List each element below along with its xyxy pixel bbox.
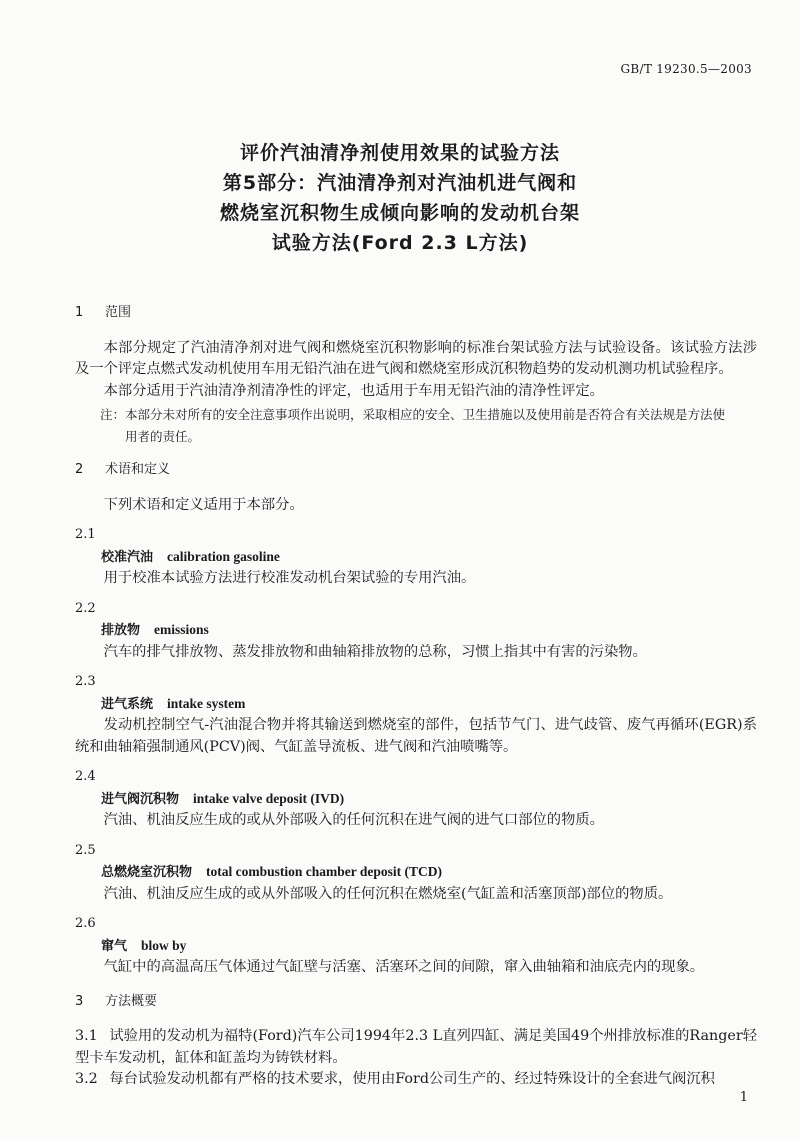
- term-zh: 窜气: [101, 938, 128, 954]
- term-number: 2.6: [75, 916, 96, 931]
- paragraph: 本部分适用于汽油清净剂清净性的评定，也适用于车用无铅汽油的清净性评定。: [103, 382, 604, 399]
- term-definition: 气缸中的高温高压气体通过气缸壁与活塞、活塞环之间的间隙，窜入曲轴箱和油底壳内的现象。: [103, 959, 705, 975]
- term-zh: 排放物: [101, 623, 141, 638]
- term-number: 2.1: [75, 527, 96, 542]
- section-heading-terms: [75, 459, 757, 481]
- clause-3-2: [75, 1069, 757, 1091]
- note-text: 注：本部分未对所有的安全注意事项作出说明，采取相应的安全、卫生措施以及使用前是否符合有关法规是方法使: [100, 407, 726, 422]
- term-name: [75, 693, 757, 716]
- term-en: intake valve deposit (IVD): [193, 790, 345, 806]
- term-en: total combustion chamber deposit (TCD): [206, 864, 443, 879]
- term-definition: 用于校准本试验方法进行校准发动机台架试验的专用汽油。: [103, 570, 476, 586]
- page-number: 1: [739, 1090, 748, 1105]
- clause-text: 每台试验发动机都有严格的技术要求，使用由Ford公司生产的、经过特殊设计的全套进气阀沉积: [109, 1071, 715, 1087]
- term-name: [75, 861, 757, 884]
- term-2-6: [75, 913, 757, 979]
- title-line: 试验方法(Ford 2.3 L方法): [271, 232, 529, 254]
- section-heading-scope: [75, 302, 757, 324]
- term-en: emissions: [154, 622, 209, 637]
- term-definition: 发动机控制空气-汽油混合物并将其输送到燃烧室的部件，包括节气门、进气歧管、废气再循环(EGR)系统和曲轴箱强制通风(PCV)阀、气缸盖导流板、进气阀和汽油喷嘴等。: [75, 717, 757, 755]
- term-en: intake system: [167, 695, 246, 711]
- term-zh: 总燃烧室沉积物: [101, 865, 193, 880]
- term-zh: 进气系统: [101, 696, 154, 712]
- term-2-4: [75, 766, 757, 832]
- term-name: [75, 546, 757, 569]
- term-definition: 汽油、机油反应生成的或从外部吸入的任何沉积在进气阀的进气口部位的物质。: [103, 812, 604, 828]
- title-line: 评价汽油清净剂使用效果的试验方法: [239, 142, 560, 164]
- term-number: 2.5: [75, 842, 96, 858]
- clause-number: 3.1: [75, 1028, 98, 1044]
- term-en: blow by: [141, 937, 187, 953]
- note: [75, 404, 757, 447]
- clause-3-1: [75, 1026, 757, 1069]
- paragraph: 本部分规定了汽油清净剂对进气阀和燃烧室沉积物影响的标准台架试验方法与试验设备。该试验方法涉及一个评定点燃式发动机使用车用无铅汽油在进气阀和燃烧室形成沉积物趋势的发动机测功机试验程序。: [75, 339, 757, 377]
- term-number: 2.4: [75, 769, 96, 784]
- clause-text: 试验用的发动机为福特(Ford)汽车公司1994年2.3 L直列四缸、满足美国49个州排放标准的Ranger轻型卡车发动机，缸体和缸盖均为铸铁材料。: [75, 1028, 757, 1066]
- section-title: 范围: [105, 305, 132, 320]
- section-title: 术语和定义: [105, 462, 171, 477]
- section-number: 1: [75, 305, 84, 320]
- title-line: 第5部分：汽油清净剂对汽油机进气阀和: [222, 172, 578, 194]
- section-heading-method-summary: [75, 991, 757, 1013]
- section-title: 方法概要: [105, 993, 158, 1009]
- term-number: 2.3: [75, 674, 96, 689]
- standard-number: GB/T 19230.5—2003: [620, 62, 752, 76]
- title-line: 燃烧室沉积物生成倾向影响的发动机台架: [219, 202, 580, 224]
- term-zh: 校准汽油: [101, 549, 154, 565]
- section-number: 3: [75, 993, 84, 1009]
- term-number: 2.2: [75, 600, 96, 616]
- clause-number: 3.2: [75, 1071, 98, 1087]
- term-name: [75, 619, 757, 642]
- term-zh: 进气阀沉积物: [101, 791, 180, 807]
- term-name: [75, 935, 757, 958]
- term-2-3: [75, 671, 757, 758]
- document-body: [75, 302, 757, 1091]
- paragraph: 下列术语和定义适用于本部分。: [103, 496, 304, 513]
- document-title: [0, 138, 800, 258]
- note-text: 用者的责任。: [125, 428, 201, 444]
- term-name: [75, 788, 757, 811]
- section-number: 2: [75, 462, 84, 477]
- term-definition: 汽油、机油反应生成的或从外部吸入的任何沉积在燃烧室(气缸盖和活塞顶部)部位的物质。: [103, 885, 673, 902]
- term-en: calibration gasoline: [167, 548, 280, 564]
- term-2-5: [75, 840, 757, 906]
- term-2-2: [75, 598, 757, 664]
- term-2-1: [75, 524, 757, 590]
- term-definition: 汽车的排气排放物、蒸发排放物和曲轴箱排放物的总称，习惯上指其中有害的污染物。: [103, 643, 647, 660]
